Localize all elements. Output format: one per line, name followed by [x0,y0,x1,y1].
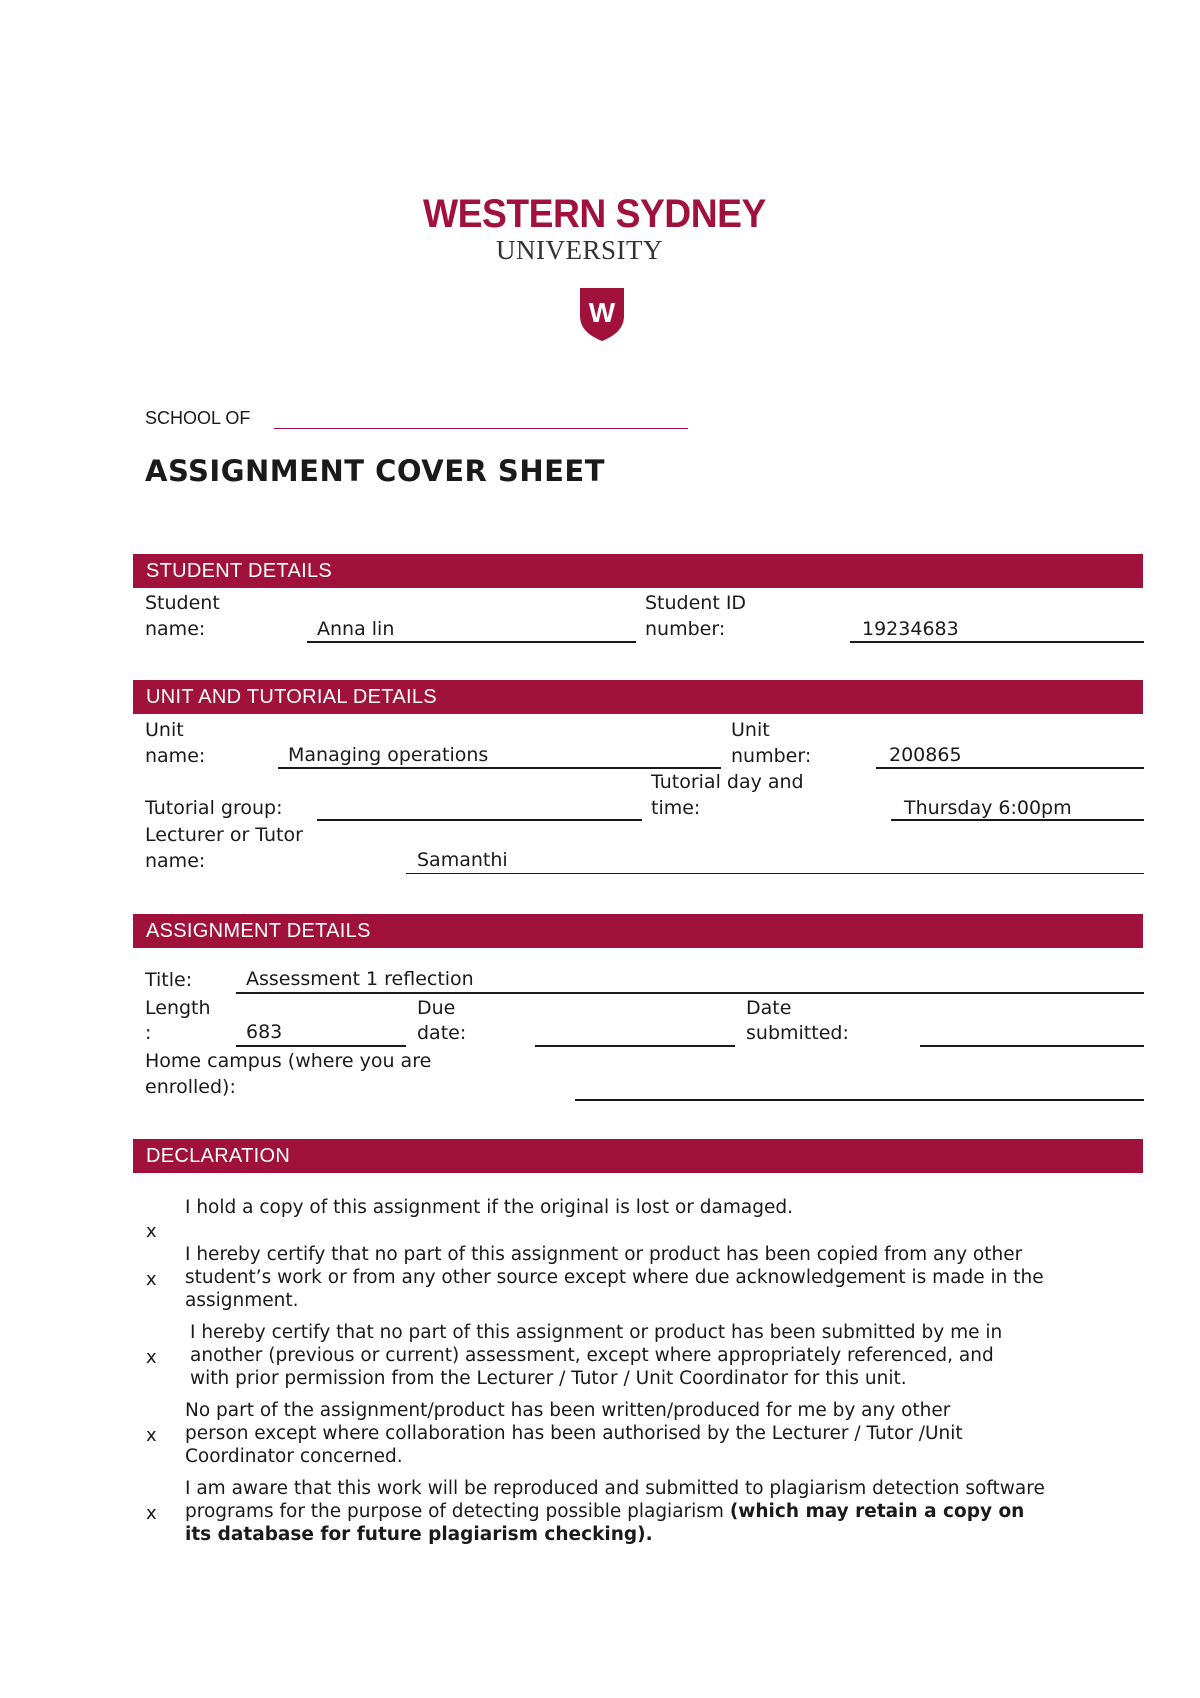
declaration-bold-line: its database for future plagiarism checking). [185,1524,653,1545]
title-field[interactable] [236,992,1144,994]
school-label: SCHOOL OF [145,408,251,428]
unit-number-label-2: number: [731,745,812,767]
due-date-field[interactable] [535,1045,735,1047]
tutorial-time-field[interactable] [891,819,1144,821]
declaration-text-1: I hold a copy of this assignment if the original is lost or damaged. [185,1197,793,1218]
student-name-value: Anna lin [317,618,395,640]
university-wordmark: WESTERN SYDNEY [423,192,766,236]
page-title: ASSIGNMENT COVER SHEET [145,454,605,488]
home-campus-label-1: Home campus (where you are [145,1050,432,1072]
declaration-text-3: I hereby certify that no part of this assignment or product has been submitted by me in another (previous or current) assessment, except where appropriately referenced, and with prior permission from the Lecturer / Tutor / Unit Coordinator for this unit. [190,1322,1003,1389]
unit-name-value: Managing operations [288,744,489,766]
home-campus-field[interactable] [575,1099,1144,1101]
declaration-checkbox-2[interactable]: x [146,1269,157,1290]
lecturer-label-1: Lecturer or Tutor [145,824,303,846]
student-id-value: 19234683 [862,618,959,640]
declaration-text-4: No part of the assignment/product has been written/produced for me by any other person except where collaboration has been authorised by the Lecturer / Tutor /Unit Coordinator concerned. [185,1400,963,1467]
declaration-checkbox-3[interactable]: x [146,1347,157,1368]
university-shield-logo [578,286,626,342]
unit-details-heading: UNIT AND TUTORIAL DETAILS [133,680,1143,714]
student-id-label-1: Student ID [645,592,747,614]
tutorial-time-label-2: time: [651,797,701,819]
length-label-1: Length [145,997,211,1019]
school-field[interactable] [274,428,688,429]
unit-number-field[interactable] [876,767,1144,769]
university-subtitle: UNIVERSITY [496,235,663,265]
due-date-label-2: date: [417,1022,467,1044]
declaration-checkbox-1[interactable]: x [146,1221,157,1242]
declaration-checkbox-5[interactable]: x [146,1503,157,1524]
length-label-2: : [145,1022,152,1044]
student-name-field[interactable] [307,641,636,643]
student-id-field[interactable] [850,641,1144,643]
lecturer-field[interactable] [406,873,1144,874]
unit-number-value: 200865 [889,744,962,766]
tutorial-group-label: Tutorial group: [145,797,283,819]
due-date-label-1: Due [417,997,456,1019]
unit-name-label-2: name: [145,745,206,767]
declaration-heading: DECLARATION [133,1139,1143,1173]
home-campus-label-2: enrolled): [145,1076,236,1098]
student-name-label-2: name: [145,618,206,640]
tutorial-time-value: Thursday 6:00pm [904,797,1072,819]
declaration-checkbox-4[interactable]: x [146,1425,157,1446]
unit-name-label-1: Unit [145,719,184,741]
date-submitted-field[interactable] [920,1045,1144,1047]
lecturer-value: Samanthi [417,849,508,871]
tutorial-group-field[interactable] [317,819,642,821]
tutorial-time-label-1: Tutorial day and [651,771,804,793]
student-name-label-1: Student [145,592,220,614]
student-details-heading: STUDENT DETAILS [133,554,1143,588]
lecturer-label-2: name: [145,850,206,872]
declaration-text-2: I hereby certify that no part of this assignment or product has been copied from any other student’s work or from any other source except where due acknowledgement is made in the assignment. [185,1244,1044,1311]
date-submitted-label-1: Date [746,997,792,1019]
length-value: 683 [246,1021,283,1043]
shield-letter: W [588,297,616,328]
assignment-details-heading: ASSIGNMENT DETAILS [133,914,1143,948]
title-label: Title: [145,969,193,991]
declaration-bold-tail: (which may retain a copy on [729,1501,1025,1522]
date-submitted-label-2: submitted: [746,1022,849,1044]
title-value: Assessment 1 reflection [246,968,474,990]
student-id-label-2: number: [645,618,726,640]
length-field[interactable] [236,1045,406,1047]
declaration-text-5: I am aware that this work will be reproduced and submitted to plagiarism detection software programs for the purpose of detecting possible plagiarism (which may retain a copy on its database for future plagiarism checking). [185,1478,1045,1545]
unit-number-label-1: Unit [731,719,770,741]
